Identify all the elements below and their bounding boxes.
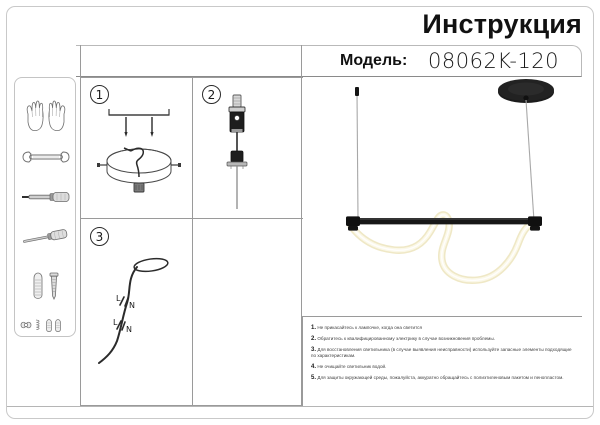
- note-text: Не прикасайтесь к лампочке, когда она светится: [317, 325, 422, 330]
- step-number-3: 3: [90, 227, 109, 246]
- wire-label-l2: L: [113, 318, 118, 327]
- note-text: Для восстановления светильника (в случае выявления неисправности) используйте запасные элементы подходящие по характеристикам.: [311, 346, 572, 358]
- tools-sidebar: [14, 77, 76, 337]
- step-number-2: 2: [202, 85, 221, 104]
- step-panel-4-empty: [193, 219, 303, 406]
- model-value: 08062K-120: [428, 49, 560, 73]
- note-number: 4.: [311, 363, 317, 370]
- screwdriver-icon: [15, 186, 77, 208]
- cable-right: [526, 100, 534, 221]
- canopy-icon: [498, 79, 554, 103]
- awl-icon: [15, 226, 77, 248]
- note-item: [311, 364, 574, 370]
- wrench-icon: [15, 146, 77, 168]
- note-item: [311, 375, 574, 381]
- ceiling-bracket-canopy-icon: [91, 99, 187, 211]
- steps-grid: [80, 45, 302, 406]
- safety-notes-panel: [302, 316, 582, 406]
- note-item: [311, 347, 574, 360]
- suspension-cable-connector-icon: [207, 93, 267, 211]
- wire-label-l1: L: [116, 294, 121, 303]
- step-panel-3: [81, 219, 192, 406]
- page-title: Инструкция: [422, 9, 582, 39]
- step-number-1: 1: [90, 85, 109, 104]
- wall-anchor-icon: [15, 268, 77, 302]
- note-text: Для защиты окружающей среды, пожалуйста, аккуратно обращайтесь с полиэтиленовым пакетом и пенопластом.: [317, 374, 564, 380]
- note-number: 1.: [311, 325, 317, 331]
- step-panel-2: [193, 77, 303, 218]
- cable-left: [357, 92, 358, 218]
- step-panel-1: [81, 77, 192, 218]
- cable-left-anchor: [355, 87, 359, 96]
- note-item: [311, 336, 574, 342]
- model-label: Модель:: [340, 52, 408, 69]
- wire-connection-icon: [97, 245, 189, 385]
- note-number: 2.: [311, 335, 317, 342]
- wire-label-n2: N: [126, 325, 132, 334]
- frame-bottom-divider: [7, 406, 593, 407]
- product-illustration: [302, 78, 582, 310]
- note-text: Не очищайте светильник водой.: [317, 363, 387, 369]
- note-number: 3.: [311, 346, 317, 353]
- note-number: 5.: [311, 374, 317, 381]
- wire-label-n1: N: [129, 301, 135, 310]
- lamp-bar: [346, 216, 542, 230]
- note-text: Обратитесь к квалифицированному электрику в случае возникновения проблемы.: [317, 335, 495, 341]
- note-item: [311, 325, 574, 331]
- led-ribbon: [351, 215, 532, 280]
- gloves-icon: [15, 92, 77, 138]
- small-parts-icon: [15, 314, 77, 336]
